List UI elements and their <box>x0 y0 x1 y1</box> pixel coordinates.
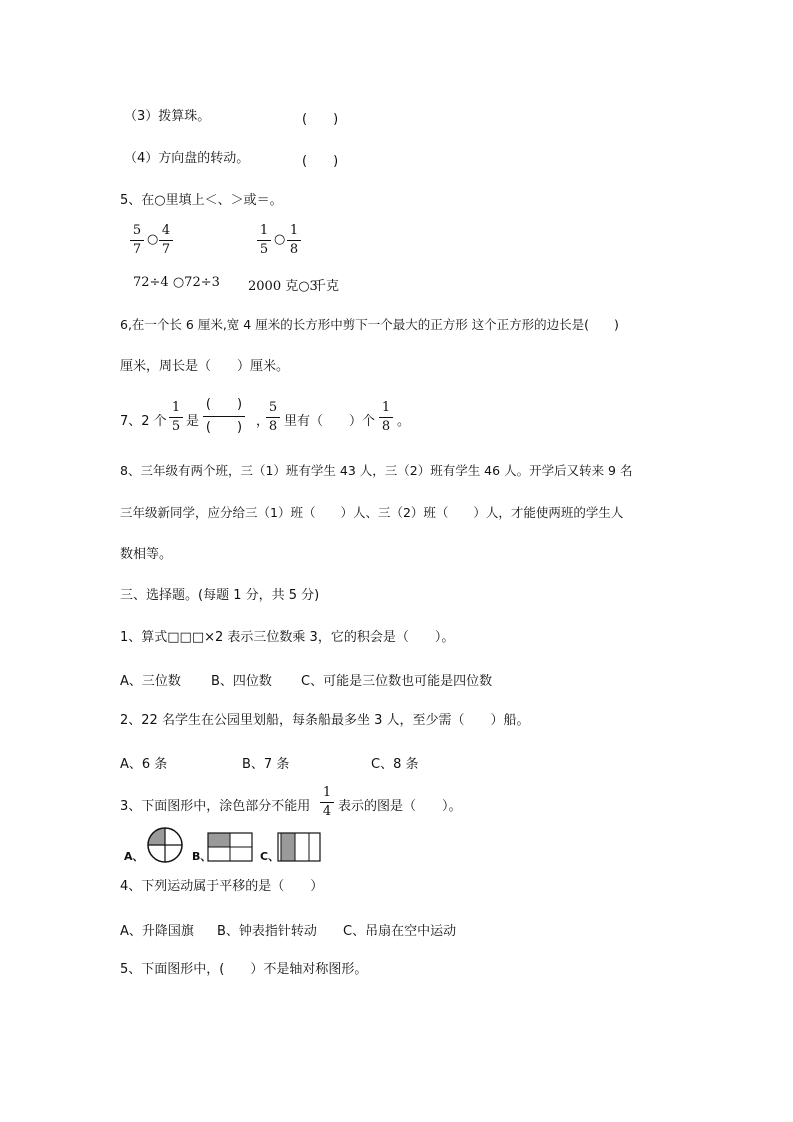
c1-option-b[interactable]: B、四位数 <box>211 674 272 689</box>
q7-text-c: ， <box>256 414 270 429</box>
c2-option-b[interactable]: B、7 条 <box>242 757 290 772</box>
c4-question: 4、下列运动属于平移的是（ ） <box>120 879 324 894</box>
q5-expression-right-b: 千克 <box>313 279 340 294</box>
q8-line-3: 数相等。 <box>120 547 173 562</box>
c3-option-b-rect-figure[interactable] <box>207 832 253 862</box>
c3-option-a-circle-figure[interactable] <box>145 827 185 863</box>
c5-question: 5、下面图形中，( ）不是轴对称图形。 <box>120 962 368 977</box>
c3-fraction: 1 4 <box>320 785 334 820</box>
q4-blank[interactable]: ( ) <box>302 154 339 169</box>
q7-text-a: 7、2 个 <box>120 414 167 429</box>
q5-fraction-1: 5 7 <box>130 223 144 258</box>
c3-rect-shaded-cell <box>208 833 230 847</box>
q5-fraction-3: 1 5 <box>257 223 271 258</box>
q5-compare-circle-1[interactable]: ○ <box>147 232 159 247</box>
c3-question-a: 3、下面图形中，涂色部分不能用 <box>120 799 311 814</box>
q5-compare-circle-2[interactable]: ○ <box>274 232 286 247</box>
c2-option-c[interactable]: C、8 条 <box>371 757 419 772</box>
c4-option-b[interactable]: B、钟表指针转动 <box>217 924 317 939</box>
q7-text-d: 里有（ ）个 <box>284 414 376 429</box>
c1-option-a[interactable]: A、三位数 <box>120 674 181 689</box>
c1-option-c[interactable]: C、可能是三位数也可能是四位数 <box>301 674 493 689</box>
q8-line-2: 三年级新同学，应分给三（1）班（ ）人、三（2）班（ ）人，才能使两班的学生人 <box>120 505 624 520</box>
c3-strip-shaded <box>281 833 295 861</box>
q5-expression-left: 72÷4 ○72÷3 <box>133 275 220 290</box>
c3-question-b: 表示的图是（ ）。 <box>338 799 462 814</box>
c1-question: 1、算式□□□×2 表示三位数乘 3，它的积会是（ ）。 <box>120 630 455 645</box>
c3-option-a-label[interactable]: A、 <box>124 850 144 863</box>
c4-option-c[interactable]: C、吊扇在空中运动 <box>343 924 457 939</box>
c3-option-c-strips-figure[interactable] <box>277 832 321 862</box>
q8-line-1: 8、三年级有两个班，三（1）班有学生 43 人，三（2）班有学生 46 人。开学后又转来 9 名 <box>120 463 633 478</box>
q6-line-1: 6,在一个长 6 厘米,宽 4 厘米的长方形中剪下一个最大的正方形 这个正方形的边长是( ) <box>120 317 619 332</box>
q6-line-2: 厘米，周长是（ ）厘米。 <box>120 359 290 374</box>
q7-fraction-3: 1 8 <box>379 400 393 435</box>
q3-label: （3）拨算珠。 <box>124 109 211 124</box>
q5-expression-right-a: 2000 克○3 <box>248 279 318 294</box>
c3-option-b-label[interactable]: B、 <box>192 850 212 863</box>
q3-blank[interactable]: ( ) <box>302 112 339 127</box>
q7-text-e: 。 <box>397 414 411 429</box>
q7-blank-fraction[interactable]: ( ) ( ) <box>203 396 245 437</box>
q5-fraction-4: 1 8 <box>287 223 301 258</box>
q5-prompt: 5、在○里填上＜、＞或＝。 <box>120 193 283 208</box>
q5-fraction-2: 4 7 <box>159 223 173 258</box>
q7-fraction-2: 5 8 <box>266 400 280 435</box>
q7-text-b: 是 <box>186 414 200 429</box>
c3-option-c-label[interactable]: C、 <box>260 850 280 863</box>
c2-question: 2、22 名学生在公园里划船，每条船最多坐 3 人，至少需（ ）船。 <box>120 713 530 728</box>
q4-label: （4）方向盘的转动。 <box>124 151 250 166</box>
c4-option-a[interactable]: A、升降国旗 <box>120 924 194 939</box>
q7-fraction-1: 1 5 <box>169 400 183 435</box>
section3-title: 三、选择题。(每题 1 分，共 5 分) <box>120 588 320 603</box>
c2-option-a[interactable]: A、6 条 <box>120 757 168 772</box>
